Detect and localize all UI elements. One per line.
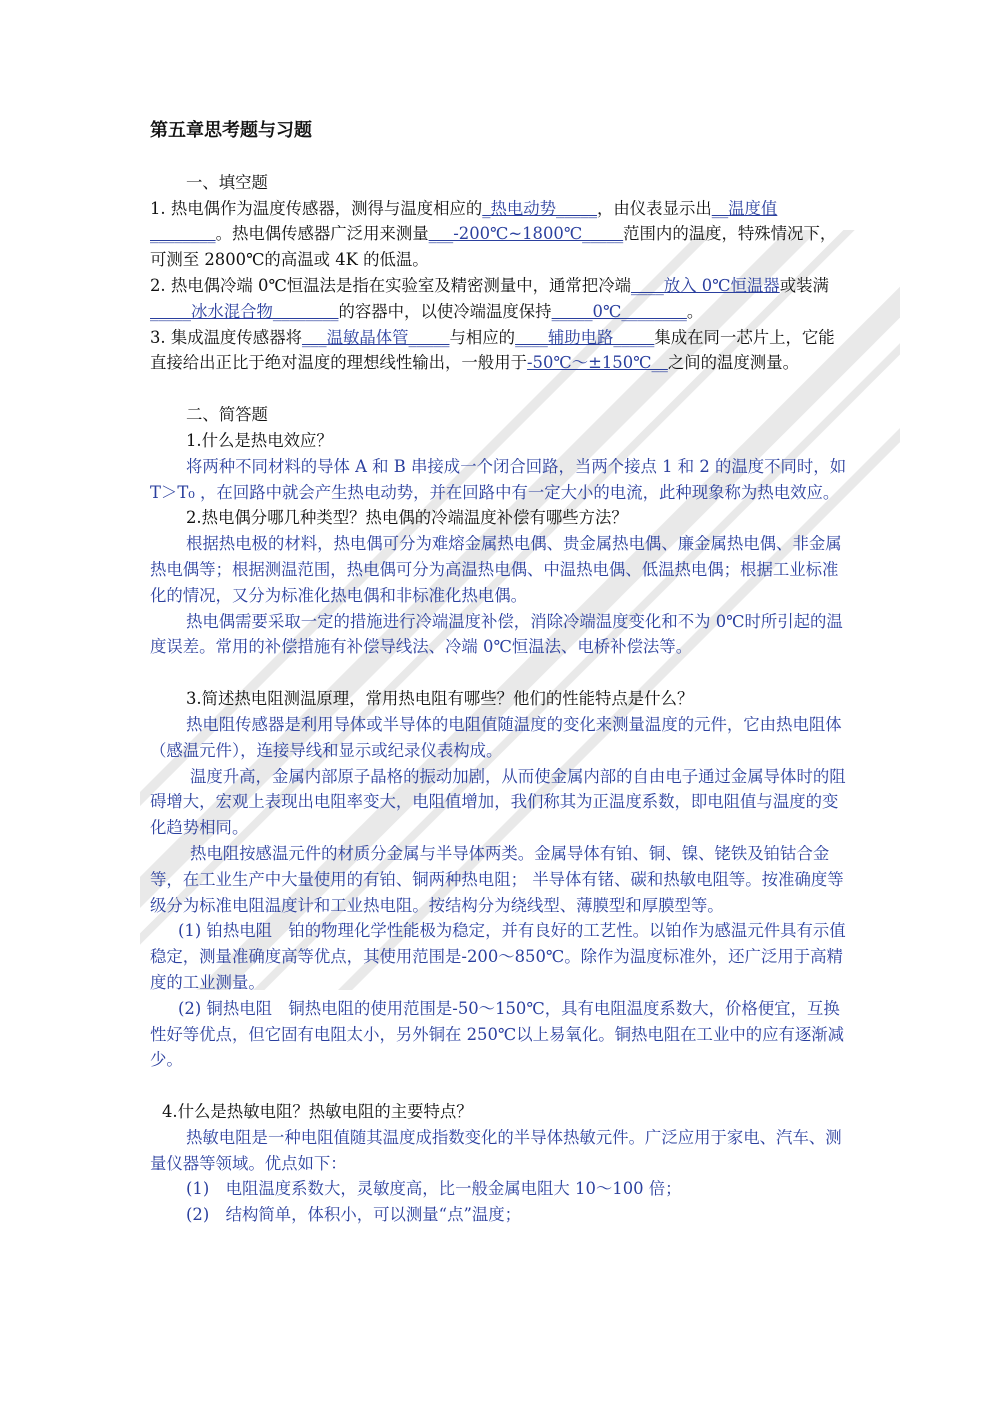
short-answer-3-para-3: 热电阻按感温元件的材质分金属与半导体两类。金属导体有铂、铜、镍、铑铁及铂钴合金等，在工业生产中大量使用的有铂、铜两种热电阻； 半导体有锗、碳和热敏电阻等。按准确度等级分为标准电阻温度计和工业热电阻。按结构分为绕线型、薄膜型和厚膜型等。: [150, 843, 844, 915]
q3-answer-2: ____辅助电路_____: [515, 327, 655, 347]
q3-answer-3: -50℃～±150℃__: [526, 353, 668, 373]
page-title: 第五章思考题与习题: [150, 120, 312, 141]
q3-text-mid2: 集成在同一芯片上，它能直接给出正比于绝对温度的理想线性输出，一般用于: [150, 327, 835, 373]
short-answer-3-para-4: (1) 铂热电阻 铂的物理化学性能极为稳定，并有良好的工艺性。以铂作为感温元件具有示值稳定，测量准确度高等优点，其使用范围是-200～850℃。除作为温度标准外，还广泛用于高精度的工业测量。: [150, 921, 846, 992]
fill-question-1: [150, 196, 850, 273]
q1-text-mid1: ，由仪表显示出: [597, 198, 712, 218]
document-page: [150, 118, 850, 1228]
q2-text-mid1: 或装满: [779, 275, 829, 295]
q1-text: 1. 热电偶作为温度传感器，测得与温度相应的: [150, 198, 483, 218]
q3-text-mid1: 与相应的: [449, 327, 516, 347]
short-answer-3-para-2: 温度升高，金属内部原子晶格的振动加剧，从而使金属内部的自由电子通过金属导体时的阻碍增大，宏观上表现出电阻率变大，电阻值增加，我们称其为正温度系数，即电阻值与温度的变化趋势相同。: [150, 766, 846, 838]
q1-answer-1: _热电动势_____: [482, 198, 598, 218]
q2-answer-1: ____放入 0℃恒温器: [630, 275, 780, 295]
q1-answer-3: ___-200℃~1800℃_____: [428, 224, 624, 244]
q1-text-post: 范围内的温度，特殊情况下，可测至 2800℃的高温或 4K 的低温。: [150, 224, 837, 270]
short-answer-2-para-2: 热电偶需要采取一定的措施进行冷端温度补偿，消除冷端温度变化和不为 0℃时所引起的温度误差。常用的补偿措施有补偿导线法、冷端 0℃恒温法、电桥补偿法等。: [150, 611, 843, 657]
short-question-4: 4.什么是热敏电阻？热敏电阻的主要特点？: [162, 1102, 473, 1122]
short-answer-1: 将两种不同材料的导体 A 和 B 串接成一个闭合回路，当两个接点 1 和 2 的温度不同时，如 T＞T₀ ，在回路中就会产生热电动势，并在回路中有一定大小的电流，此种现象称为热电效应。: [150, 456, 847, 502]
q3-text: 3. 集成温度传感器将: [150, 327, 302, 347]
short-answer-4: 热敏电阻是一种电阻值随其温度成指数变化的半导体热敏元件。广泛应用于家电、汽车、测量仪器等领域。优点如下：: [150, 1127, 842, 1173]
short-answer-3-para-1: 热电阻传感器是利用导体或半导体的电阻值随温度的变化来测量温度的元件，它由热电阻体（感温元件），连接导线和显示或纪录仪表构成。: [150, 714, 842, 760]
q3-text-post: 之间的温度测量。: [667, 353, 799, 373]
q3-answer-1: ___温敏晶体管_____: [301, 327, 450, 347]
short-question-1: 1.什么是热电效应？: [186, 430, 333, 450]
fill-question-3: [150, 325, 850, 377]
section-heading-short-answer: 二、简答题: [186, 405, 268, 425]
q1-text-mid2: 。热电偶传感器广泛用来测量: [215, 224, 429, 244]
short-answer-3-para-5: (2) 铜热电阻 铜热电阻的使用范围是-50～150℃，具有电阻温度系数大，价格便宜，互换性好等优点，但它固有电阻太小，另外铜在 250℃以上易氧化。铜热电阻在工业中的应有逐渐减少。: [150, 998, 845, 1070]
list-item: (1) 电阻温度系数大，灵敏度高，比一般金属电阻大 10～100 倍；: [186, 1179, 682, 1199]
fill-question-2: [150, 273, 850, 325]
section-heading-fill-blank: 一、填空题: [186, 172, 268, 192]
q2-answer-3: _____0℃________: [551, 301, 687, 321]
q1-answer-2: __温度值________: [150, 198, 778, 244]
q2-text-post: 。: [686, 301, 704, 321]
list-item: (2) 结构简单，体积小，可以测量“点”温度；: [186, 1205, 522, 1225]
q2-text: 2. 热电偶冷端 0℃恒温法是指在实验室及精密测量中，通常把冷端: [150, 275, 631, 295]
short-question-2: 2.热电偶分哪几种类型？热电偶的冷端温度补偿有哪些方法？: [186, 508, 628, 528]
short-question-3: 3.简述热电阻测温原理，常用热电阻有哪些？他们的性能特点是什么？: [186, 689, 694, 709]
q2-text-mid2: 的容器中，以使冷端温度保持: [338, 301, 552, 321]
q2-answer-2: _____冰水混合物________: [150, 301, 339, 321]
short-answer-2-para-1: 根据热电极的材料，热电偶可分为难熔金属热电偶、贵金属热电偶、廉金属热电偶、非金属热电偶等；根据测温范围，热电偶可分为高温热电偶、中温热电偶、低温热电偶；根据工业标准化的情况，又分为标准化热电偶和非标准化热电偶。: [150, 534, 842, 605]
